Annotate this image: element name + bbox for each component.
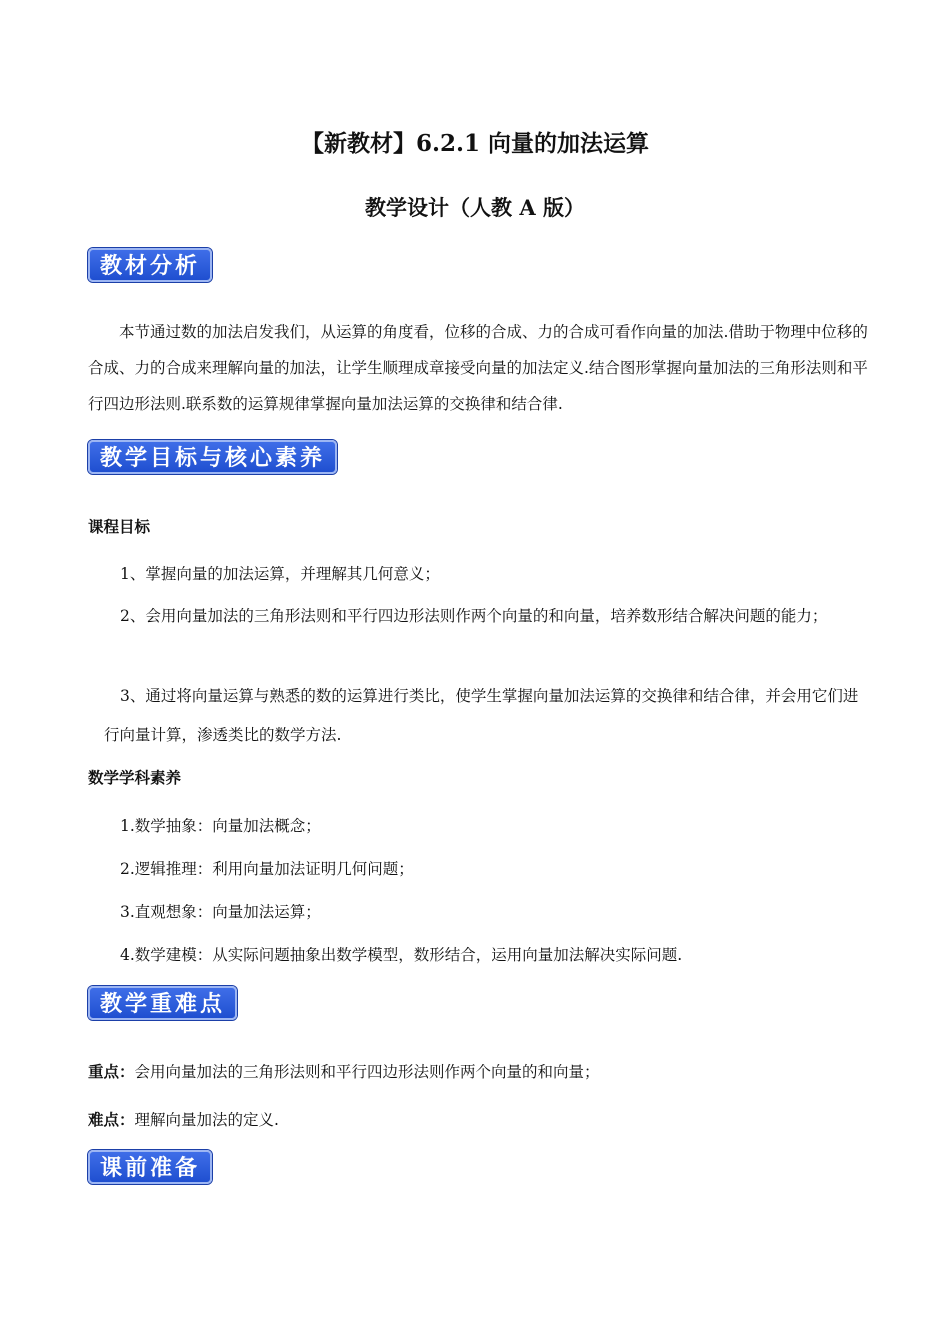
literacy-heading: 数学学科素养 [88,768,182,787]
section-badge-analysis: 教材分析 [88,248,212,282]
course-goal-item: 1、掌握向量的加法运算，并理解其几何意义； [120,565,440,583]
literacy-item: 1.数学抽象：向量加法概念； [120,817,321,835]
course-goal-item: 3、通过将向量运算与熟悉的数的运算进行类比，使学生掌握向量加法运算的交换律和结合律，并会用它们进行向量计算，渗透类比的数学方法. [104,687,859,744]
section-badge-goals: 教学目标与核心素养 [88,440,337,474]
section-badge-keypoints: 教学重难点 [88,986,237,1020]
key-point-line [88,1060,600,1082]
document-subtitle: 教学设计（人教 A 版） [365,195,585,220]
analysis-paragraph: 本节通过数的加法启发我们，从运算的角度看，位移的合成、力的合成可看作向量的加法.借助于物理中位移的合成、力的合成来理解向量的加法，让学生顺理成章接受向量的加法定义.结合图形掌握向量加法的三角形法则和平行四边形法则.联系数的运算规律掌握向量加法运算的交换律和结合律. [88,323,868,413]
literacy-item: 3.直观想象：向量加法运算； [120,903,321,921]
difficulty-line [88,1108,279,1130]
course-goals-heading: 课程目标 [88,517,151,536]
document-title: 【新教材】6.2.1 向量的加法运算 [300,130,650,157]
key-point-text: 会用向量加法的三角形法则和平行四边形法则作两个向量的和向量； [134,1063,600,1081]
literacy-item: 4.数学建模：从实际问题抽象出数学模型，数形结合，运用向量加法解决实际问题. [120,946,683,964]
key-point-label: 重点： [88,1062,135,1081]
literacy-item: 2.逻辑推理：利用向量加法证明几何问题； [120,860,414,878]
section-badge-prep: 课前准备 [88,1150,212,1184]
course-goal-item: 2、会用向量加法的三角形法则和平行四边形法则作两个向量的和向量，培养数形结合解决问题的能力； [120,607,828,625]
difficulty-text: 理解向量加法的定义. [134,1111,279,1129]
difficulty-label: 难点： [88,1110,135,1129]
